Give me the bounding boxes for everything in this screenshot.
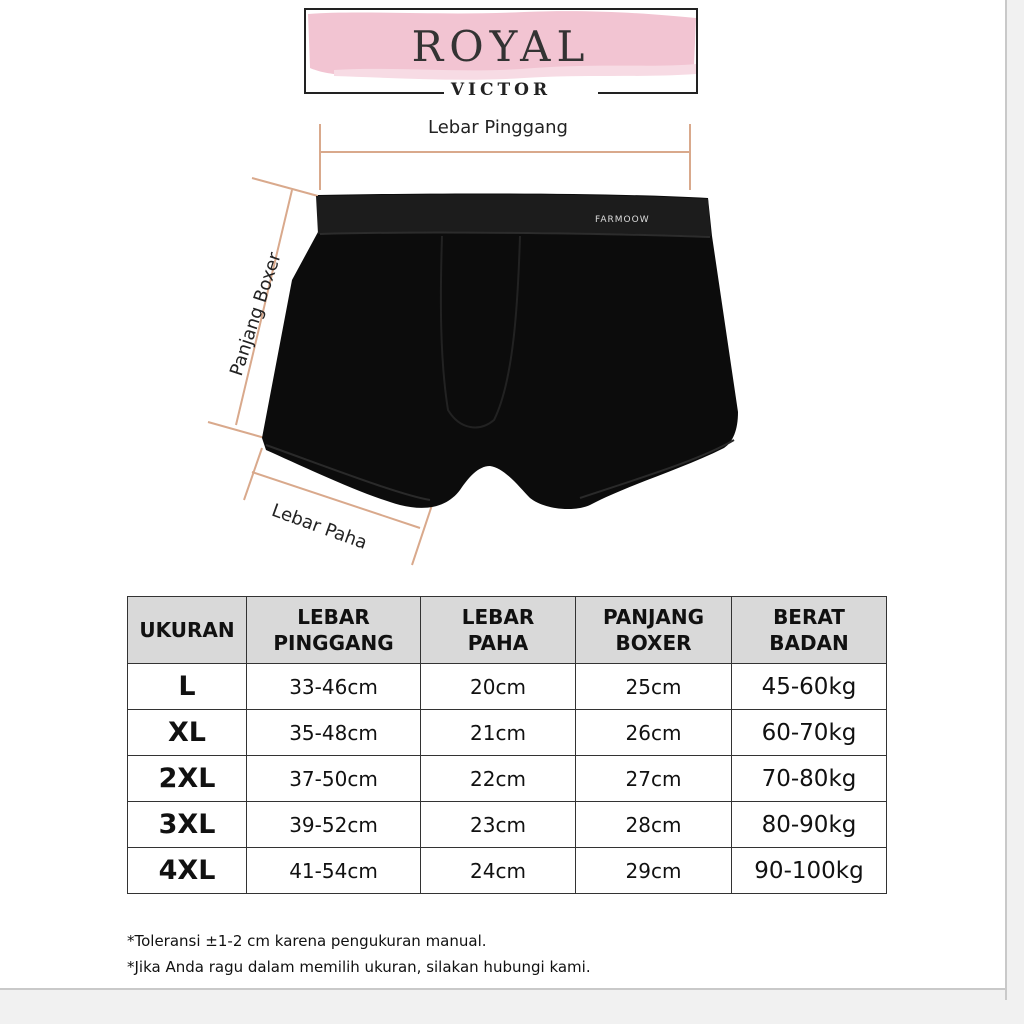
boxer-illustration <box>262 193 738 509</box>
header-weight <box>732 597 887 664</box>
note-contact: *Jika Anda ragu dalam memilih ukuran, silakan hubungi kami. <box>127 958 591 976</box>
cell-length: 29cm <box>576 848 732 894</box>
length-label: Panjang Boxer <box>226 249 286 379</box>
header-length-line1: PANJANG <box>602 605 705 629</box>
cell-thigh: 24cm <box>421 848 576 894</box>
table-row <box>128 756 887 802</box>
cell-size: XL <box>128 710 247 756</box>
frame-border-bottom <box>0 988 1007 990</box>
header-weight-line2: BADAN <box>769 631 849 655</box>
waist-label: Lebar Pinggang <box>428 117 568 138</box>
header-length <box>576 597 732 664</box>
cell-size: 3XL <box>128 802 247 848</box>
header-waist <box>247 597 421 664</box>
cell-length: 28cm <box>576 802 732 848</box>
cell-thigh: 22cm <box>421 756 576 802</box>
cell-size: L <box>128 664 247 710</box>
header-length-line2: BOXER <box>615 631 692 655</box>
cell-length: 26cm <box>576 710 732 756</box>
cell-length: 25cm <box>576 664 732 710</box>
header-size <box>128 597 247 664</box>
cell-waist: 37-50cm <box>247 756 421 802</box>
cell-weight: 80-90kg <box>732 802 887 848</box>
header-thigh-line1: LEBAR <box>461 605 535 629</box>
cell-length: 27cm <box>576 756 732 802</box>
cell-weight: 90-100kg <box>732 848 887 894</box>
cell-waist: 35-48cm <box>247 710 421 756</box>
cell-weight: 45-60kg <box>732 664 887 710</box>
cell-thigh: 23cm <box>421 802 576 848</box>
header-thigh <box>421 597 576 664</box>
cell-waist: 39-52cm <box>247 802 421 848</box>
thigh-label: Lebar Paha <box>268 500 370 554</box>
notes <box>127 928 591 980</box>
header-waist-line2: PINGGANG <box>273 631 394 655</box>
header-waist-line1: LEBAR <box>297 605 370 629</box>
size-table <box>127 596 887 894</box>
cell-waist: 41-54cm <box>247 848 421 894</box>
header-size-text: UKURAN <box>139 618 235 642</box>
table-row <box>128 848 887 894</box>
cell-thigh: 21cm <box>421 710 576 756</box>
waistband-logo-text: FARMOOW <box>595 215 650 225</box>
header-weight-line1: BERAT <box>773 605 845 629</box>
table-header-row <box>128 597 887 664</box>
brand-name: ROYAL <box>411 22 591 71</box>
table-row <box>128 664 887 710</box>
cell-weight: 60-70kg <box>732 710 887 756</box>
table-row <box>128 802 887 848</box>
note-tolerance: *Toleransi ±1-2 cm karena pengukuran manual. <box>127 932 487 950</box>
cell-size: 4XL <box>128 848 247 894</box>
brand-sub: VICTOR <box>450 80 552 100</box>
cell-weight: 70-80kg <box>732 756 887 802</box>
outer-margin-bottom <box>0 990 1024 1024</box>
cell-size: 2XL <box>128 756 247 802</box>
cell-thigh: 20cm <box>421 664 576 710</box>
table-row <box>128 710 887 756</box>
cell-waist: 33-46cm <box>247 664 421 710</box>
header-thigh-line2: PAHA <box>467 631 529 655</box>
